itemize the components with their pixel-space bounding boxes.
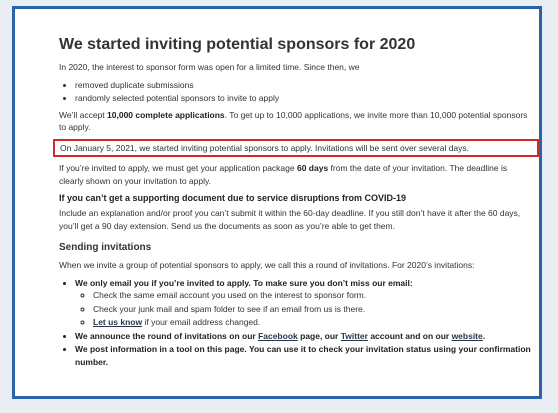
- list-item: ◦ Check your junk mail and spam folder to see if an email from us is there.: [93, 303, 533, 316]
- sending-intro: When we invite a group of potential sponsors to apply, we call this a round of invitations. For 2020’s invitations:: [59, 260, 475, 270]
- list-item: [75, 330, 533, 343]
- twitter-link[interactable]: Twitter: [340, 330, 368, 341]
- website-link[interactable]: website: [451, 330, 483, 341]
- announce-post: .: [482, 330, 486, 341]
- highlighted-notice: [53, 139, 539, 158]
- accept-pre: We’ll accept: [59, 109, 108, 120]
- changes-list: [59, 79, 533, 105]
- list-item: • removed duplicate submissions: [75, 79, 533, 92]
- sending-list: [59, 277, 533, 369]
- announce-mid2: account and on our: [367, 330, 452, 341]
- invited-bold: 60 days: [296, 163, 329, 173]
- announce-mid1: page, our: [297, 330, 341, 341]
- facebook-link[interactable]: Facebook: [258, 330, 298, 341]
- covid-text: Include an explanation and/or proof you can’t submit it within the 60-day deadline. If you still don’t have it after the 60 days, you’ll get a 90 day extension. Send us the documents as soon as you’re able to get them.: [59, 208, 521, 231]
- sending-heading: Sending invitations: [59, 242, 152, 253]
- intro-text: In 2020, the interest to sponsor form was open for a limited time. Since then, we: [59, 62, 360, 72]
- email-point: We only email you if you’re invited to apply. To make sure you don’t miss our email:: [75, 277, 413, 288]
- accept-bold: 10,000 complete applications: [107, 109, 225, 120]
- invited-post: from the date of your invitation. The deadline is clearly shown on your invitation to apply.: [59, 163, 508, 186]
- list-item: [75, 277, 533, 329]
- list-item: [93, 316, 533, 329]
- notice-text: On January 5, 2021, we started inviting potential sponsors to apply. Invitations will be sent over several days.: [60, 142, 470, 153]
- sub-list: [75, 289, 533, 329]
- covid-heading: If you can’t get a supporting document due to service disruptions from COVID-19: [59, 193, 407, 203]
- list-item: ◦ Check the same email account you used on the interest to sponsor form.: [93, 289, 533, 302]
- article: [59, 35, 533, 372]
- list-item: • We post information in a tool on this page. You can use it to check your invitation status using your confirmation number.: [75, 343, 533, 368]
- let-us-know-link[interactable]: Let us know: [93, 317, 143, 327]
- page-title: We started inviting potential sponsors for 2020: [59, 36, 416, 53]
- screenshot-frame: [12, 6, 542, 399]
- accept-text: [59, 109, 533, 134]
- let-us-know-text: if your email address changed.: [142, 317, 261, 327]
- invited-text: [59, 162, 533, 187]
- announce-pre: We announce the round of invitations on our: [75, 330, 259, 341]
- accept-post: . To get up to 10,000 applications, we invite more than 10,000 potential sponsors to apply.: [59, 109, 528, 132]
- invited-pre: If you’re invited to apply, we must get your application package: [59, 163, 297, 173]
- list-item: • randomly selected potential sponsors to invite to apply: [75, 92, 533, 105]
